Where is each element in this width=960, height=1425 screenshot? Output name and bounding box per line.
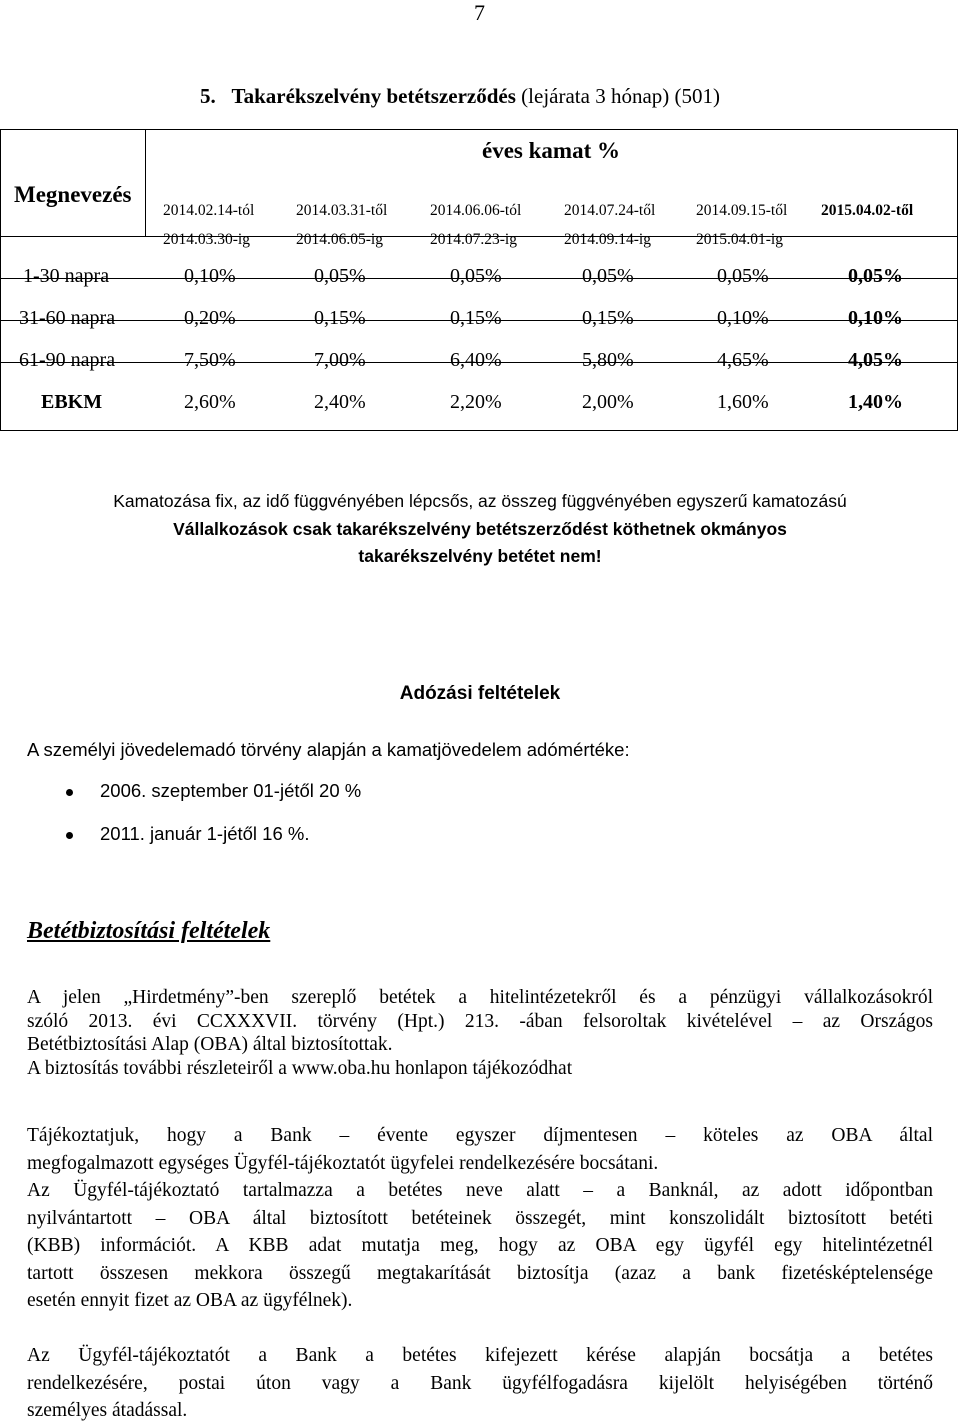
page-number: 7	[474, 0, 485, 25]
tax-heading: Adózási feltételek	[399, 683, 561, 704]
paragraph-line: A jelen „Hirdetmény”-ben szereplő betétek a hitelintézetekről és a pénzügyi vállalkozásokról	[27, 987, 933, 1008]
row-label: 1-30 napra	[23, 265, 110, 287]
paragraph-line: személyes átadással.	[27, 1400, 188, 1421]
paragraph-line: Tájékoztatjuk, hogy a Bank – évente egyszer díjmentesen – köteles az OBA által	[27, 1125, 933, 1146]
rate-value: 6,40%	[450, 349, 502, 371]
rate-value: 0,15%	[314, 307, 366, 329]
bullet-icon	[66, 789, 73, 796]
paragraph-line: Betétbiztosítási Alap (OBA) által biztosítottak.	[27, 1034, 393, 1055]
paragraph-line: szóló 2013. évi CCXXXVII. törvény (Hpt.) 213. -ában felsoroltak kivételével – az Országos	[27, 1010, 933, 1032]
tax-intro: A személyi jövedelemadó törvény alapján a kamatjövedelem adómértéke:	[27, 739, 630, 760]
section-title-rest: (lejárata 3 hónap) (501)	[515, 84, 720, 108]
section-title	[200, 84, 720, 109]
rate-value: 1,40%	[848, 391, 903, 413]
business-note-cont: takarékszelvény betétet nem!	[358, 546, 602, 566]
period-from: 2014.06.06-tól	[430, 202, 522, 219]
period-from: 2014.07.24-től	[564, 202, 656, 219]
rate-value: 0,10%	[717, 307, 769, 329]
paragraph-line: Az Ügyfél-tájékoztatót a Bank a betétes kifejezett kérése alapján bocsátja a betétes	[27, 1345, 933, 1366]
business-note: Vállalkozások csak takarékszelvény betétszerződést köthetnek okmányos	[173, 519, 787, 539]
section-number: 5.	[200, 84, 216, 108]
rate-value: 4,05%	[848, 349, 903, 371]
rate-value: 2,20%	[450, 391, 502, 413]
rate-value: 1,60%	[717, 391, 769, 413]
rate-header: éves kamat %	[482, 138, 620, 163]
row-label: 31-60 napra	[19, 307, 116, 329]
row-label: 61-90 napra	[19, 349, 116, 371]
rate-value: 0,05%	[450, 265, 502, 287]
rate-value: 2,60%	[184, 391, 236, 413]
paragraph-line: (KBB) információt. A KBB adat mutatja meg, hogy az OBA egy ügyfél egy hitelintézetnél	[27, 1235, 933, 1256]
rate-value: 2,40%	[314, 391, 366, 413]
rate-value: 4,65%	[717, 349, 769, 371]
interest-rate-table	[0, 129, 958, 431]
rate-value: 0,10%	[848, 307, 903, 329]
rate-value: 7,50%	[184, 349, 236, 371]
rate-value: 2,00%	[582, 391, 634, 413]
tax-bullet: 2011. január 1-jétől 16 %.	[100, 823, 310, 844]
deposit-paragraph-2	[27, 1122, 933, 1315]
rate-value: 5,80%	[582, 349, 634, 371]
rate-value: 0,20%	[184, 307, 236, 329]
rate-value: 0,10%	[184, 265, 236, 287]
interest-note: Kamatozása fix, az idő függvényében lépcsős, az összeg függvényében egyszerű kamatozású	[113, 491, 847, 511]
name-header: Megnevezés	[14, 182, 132, 207]
rate-value: 0,05%	[717, 265, 769, 287]
rate-value: 0,05%	[848, 265, 903, 287]
period-to: 2014.09.14-ig	[564, 231, 651, 248]
row-label: EBKM	[41, 391, 103, 413]
bullet-icon	[66, 832, 73, 839]
section-title-bold: Takarékszelvény betétszerződés	[231, 84, 516, 108]
table-divider	[145, 130, 146, 237]
period-to: 2014.07.23-ig	[430, 231, 517, 248]
rate-value: 0,15%	[450, 307, 502, 329]
deposit-heading: Betétbiztosítási feltételek	[27, 918, 271, 944]
deposit-paragraph-3	[27, 1342, 933, 1425]
rate-value: 0,05%	[314, 265, 366, 287]
paragraph-line: A biztosítás további részleteiről a www.oba.hu honlapon tájékozódhat	[27, 1057, 573, 1079]
paragraph-line: megfogalmazott egységes Ügyfél-tájékoztatót ügyfelei rendelkezésére bocsátani.	[27, 1152, 659, 1174]
tax-bullet: 2006. szeptember 01-jétől 20 %	[100, 780, 362, 801]
paragraph-line: Az Ügyfél-tájékoztató tartalmazza a betétes neve alatt – a Banknál, az adott időpontban	[27, 1180, 933, 1201]
period-from: 2014.09.15-től	[696, 202, 788, 219]
period-from: 2014.02.14-tól	[163, 202, 255, 219]
paragraph-line: esetén ennyit fizet az OBA az ügyfélnek).	[27, 1290, 353, 1311]
deposit-paragraph-1	[27, 986, 933, 1080]
paragraph-line: nyilvántartott – OBA által biztosított betéteinek összegét, mint konszolidált biztosított betéti	[27, 1207, 933, 1229]
period-from: 2015.04.02-től	[821, 202, 914, 219]
period-to: 2015.04.01-ig	[696, 231, 783, 248]
rate-value: 0,05%	[582, 265, 634, 287]
paragraph-line: tartott összesen mekkora összegű megtakarítását biztosítja (azaz a bank fizetésképtelensége	[27, 1262, 933, 1284]
rate-value: 0,15%	[582, 307, 634, 329]
period-from: 2014.03.31-től	[296, 202, 388, 219]
period-to: 2014.06.05-ig	[296, 231, 383, 248]
rate-value: 7,00%	[314, 349, 366, 371]
paragraph-line: rendelkezésére, postai úton vagy a Bank ügyfélfogadásra kijelölt helyiségében történő	[27, 1372, 933, 1394]
period-to: 2014.03.30-ig	[163, 231, 250, 248]
